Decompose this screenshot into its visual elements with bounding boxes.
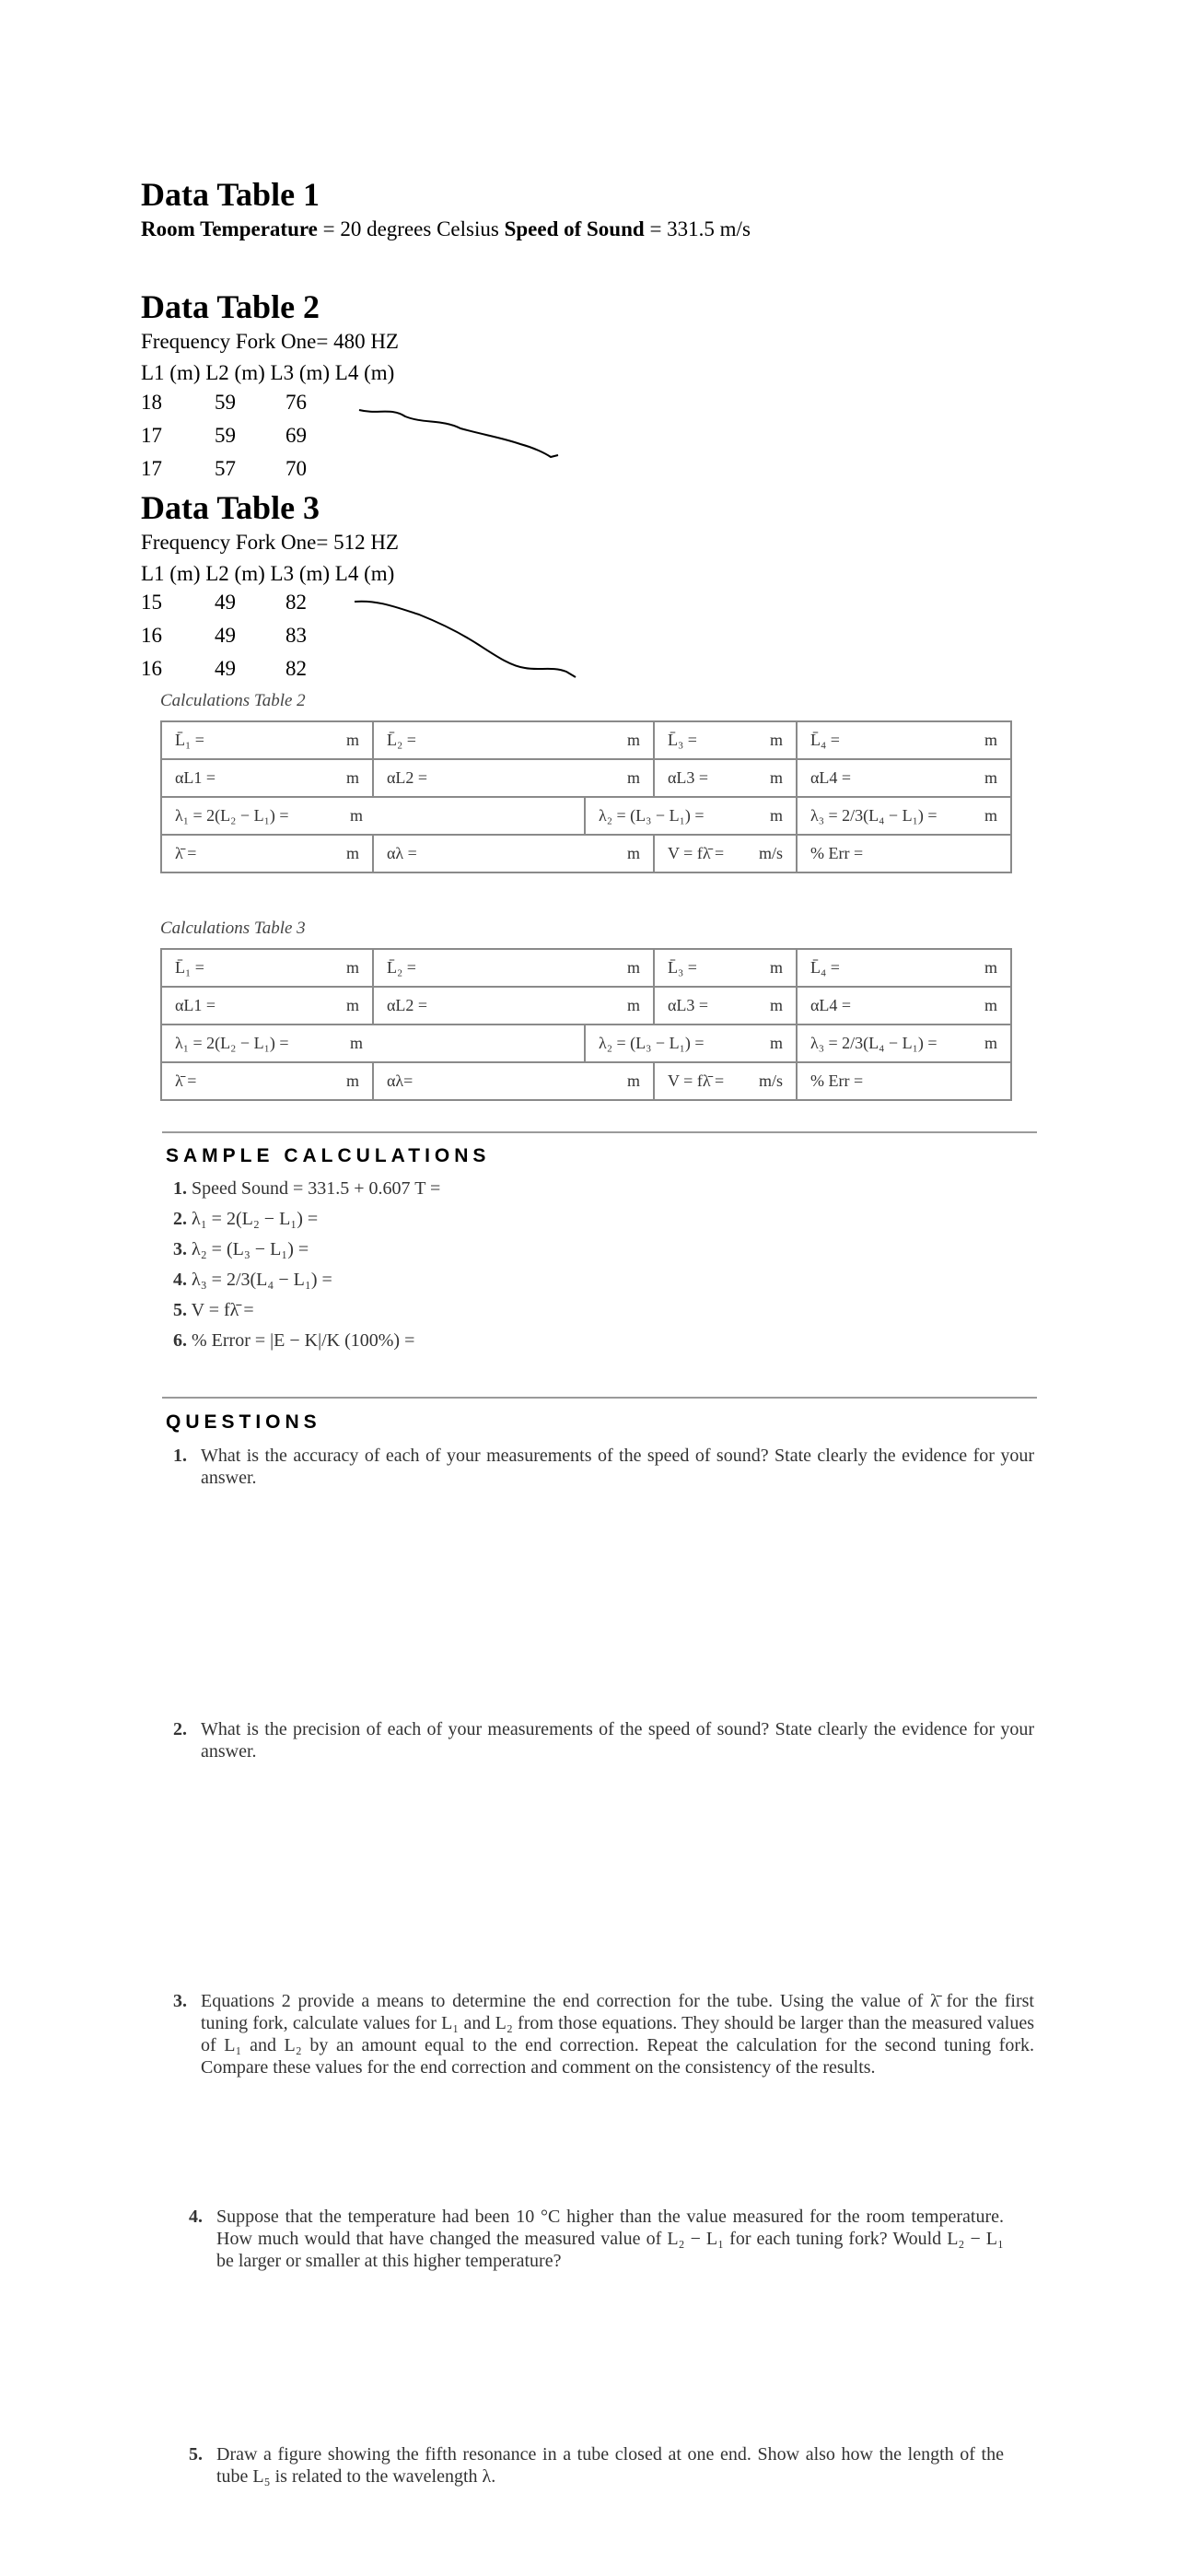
speed-of-sound-value: = 331.5 m/s [644, 217, 751, 240]
calculations-table-3 [160, 948, 1012, 1101]
table-row [161, 759, 1011, 797]
data-table-3-cell: 49 [215, 591, 236, 614]
data-table-2-title: Data Table 2 [141, 288, 320, 325]
table-cell: αL2 = m [373, 759, 654, 797]
list-item: 5. V = fλ̄ = [173, 1300, 254, 1320]
room-temperature-line [141, 217, 751, 241]
list-item: 6. % Error = |E − K|/K (100%) = [173, 1330, 415, 1351]
table-cell: L̄₃ = m [654, 949, 797, 987]
data-table-2-cell: 76 [285, 391, 307, 414]
data-table-2-cell: 69 [285, 424, 307, 447]
data-table-2-cell: 17 [141, 457, 162, 480]
table-cell: % Err = [797, 835, 1011, 872]
table-row [161, 797, 1011, 835]
calculations-table-3-caption: Calculations Table 3 [160, 919, 306, 938]
data-table-3-headers: L1 (m) L2 (m) L3 (m) L4 (m) [141, 562, 395, 585]
table-cell: αL2 = m [373, 987, 654, 1025]
table-cell: αL4 = m [797, 759, 1011, 797]
table-cell: αL3 = m [654, 987, 797, 1025]
table-cell: L̄₃ = m [654, 721, 797, 759]
list-item: 4. λ₃ = 2/3(L₄ − L₁) = [173, 1270, 332, 1290]
table-cell: λ̄ = m [161, 835, 373, 872]
table-cell: αλ = m [373, 835, 654, 872]
table-cell: V = fλ̄ = m/s [654, 1062, 797, 1100]
list-item: 1. Speed Sound = 331.5 + 0.607 T = [173, 1178, 441, 1199]
calculations-table-2 [160, 720, 1012, 873]
table-cell: λ₃ = 2/3(L₄ − L₁) = m [797, 797, 1011, 835]
data-table-3-cell: 49 [215, 624, 236, 647]
table-cell: λ₁ = 2(L₂ − L₁) = m [161, 797, 585, 835]
frequency-fork-2: Frequency Fork One= 480 HZ [141, 330, 399, 353]
question-3: 3. Equations 2 provide a means to determine the end correction for the tube. Using the value of λ̄ for the first tuning fork, calculate values for L₁ and L₂ from those equations. They should be larger than the measured values of L₁ and L₂ by an amount equal to the end correction. Repeat the calculation for the second tuning fork. Compare these values for the end correction and comment on the consistency of the results. [173, 1991, 1034, 2078]
table-cell: αL4 = m [797, 987, 1011, 1025]
table-cell: L̄₄ = m [797, 949, 1011, 987]
table-row [161, 721, 1011, 759]
divider [162, 1397, 1037, 1399]
data-table-3-cell: 15 [141, 591, 162, 614]
table-cell: L̄₁ = m [161, 721, 373, 759]
data-table-2-cell: 59 [215, 424, 236, 447]
question-1: 1. What is the accuracy of each of your measurements of the speed of sound? State clearly the evidence for your answer. [173, 1446, 1034, 1488]
data-table-3-cell: 49 [215, 657, 236, 680]
table-row [161, 1025, 1011, 1062]
table-cell: αλ= m [373, 1062, 654, 1100]
divider [162, 1131, 1037, 1133]
data-table-3-cell: 82 [285, 591, 307, 614]
table-cell: V = fλ̄ = m/s [654, 835, 797, 872]
sample-calculations-list [173, 1178, 440, 1361]
list-item: 2. λ₁ = 2(L₂ − L₁) = [173, 1209, 319, 1229]
table-row [161, 949, 1011, 987]
table-cell: λ₃ = 2/3(L₄ − L₁) = m [797, 1025, 1011, 1062]
table-cell: % Err = [797, 1062, 1011, 1100]
list-item: 3. λ₂ = (L₃ − L₁) = [173, 1239, 309, 1259]
sample-calculations-heading: SAMPLE CALCULATIONS [166, 1145, 491, 1166]
table-cell: λ̄ = m [161, 1062, 373, 1100]
question-5: 5. Draw a figure showing the fifth resonance in a tube closed at one end. Show also how the length of the tube L₅ is related to the wavelength λ. [189, 2444, 1004, 2487]
table-cell: L̄₂ = m [373, 949, 654, 987]
question-2: 2. What is the precision of each of your measurements of the speed of sound? State clearly the evidence for your answer. [173, 1719, 1034, 1762]
data-table-2-headers: L1 (m) L2 (m) L3 (m) L4 (m) [141, 361, 395, 384]
handwritten-strike-line-table-3 [350, 594, 580, 682]
table-cell: L̄₄ = m [797, 721, 1011, 759]
data-table-3-cell: 16 [141, 624, 162, 647]
table-cell: λ₁ = 2(L₂ − L₁) = m [161, 1025, 585, 1062]
table-cell: L̄₂ = m [373, 721, 654, 759]
handwritten-strike-line-table-2 [350, 396, 562, 470]
table-cell: αL1 = m [161, 987, 373, 1025]
question-4: 4. Suppose that the temperature had been 10 °C higher than the value measured for the room temperature. How much would that have changed the measured value of L₂ − L₁ for each tuning fork? Would L₂ − L₁ be larger or smaller at this higher temperature? [189, 2207, 1004, 2271]
data-table-2-cell: 59 [215, 391, 236, 414]
table-row [161, 835, 1011, 872]
table-cell: αL3 = m [654, 759, 797, 797]
data-table-3-cell: 83 [285, 624, 307, 647]
table-row [161, 1062, 1011, 1100]
data-table-3-title: Data Table 3 [141, 489, 320, 526]
data-table-2-cell: 57 [215, 457, 236, 480]
table-cell: L̄₁ = m [161, 949, 373, 987]
table-cell: αL1 = m [161, 759, 373, 797]
calculations-table-2-caption: Calculations Table 2 [160, 691, 306, 710]
data-table-2-cell: 70 [285, 457, 307, 480]
frequency-fork-3: Frequency Fork One= 512 HZ [141, 531, 399, 554]
speed-of-sound-label: Speed of Sound [504, 217, 645, 240]
questions-heading: QUESTIONS [166, 1411, 321, 1433]
data-table-3-cell: 16 [141, 657, 162, 680]
room-temperature-label: Room Temperature [141, 217, 318, 240]
data-table-3-cell: 82 [285, 657, 307, 680]
table-row [161, 987, 1011, 1025]
room-temperature-value: = 20 degrees Celsius [317, 217, 505, 240]
data-table-2-cell: 17 [141, 424, 162, 447]
data-table-2-cell: 18 [141, 391, 162, 414]
data-table-1-title: Data Table 1 [141, 176, 320, 213]
table-cell: λ₂ = (L₃ − L₁) = m [585, 1025, 797, 1062]
table-cell: λ₂ = (L₃ − L₁) = m [585, 797, 797, 835]
